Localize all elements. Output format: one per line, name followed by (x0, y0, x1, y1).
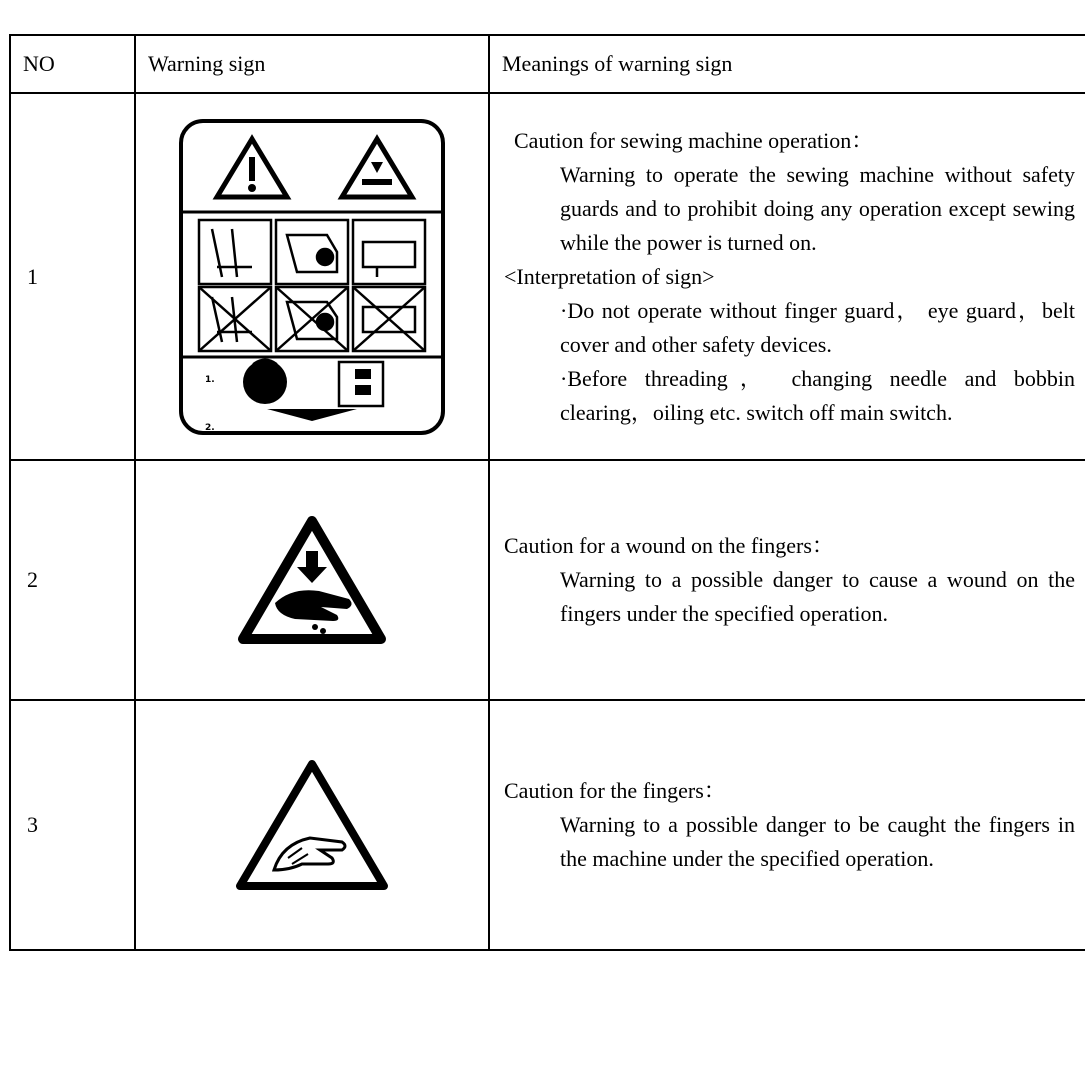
sewing-machine-safety-label-icon (177, 117, 447, 437)
warning-sign-cell (135, 93, 489, 460)
svg-text:2.: 2. (205, 422, 215, 433)
caution-caption: Caution for a wound on the fingers： (504, 533, 834, 558)
meaning-cell (489, 700, 1085, 950)
svg-text:1.: 1. (205, 374, 215, 385)
table-row (10, 93, 1085, 460)
interpretation-bullet: ·Do not operate without finger guard， eye guard，belt cover and other safety devices. (560, 297, 1075, 357)
header-no: NO (10, 35, 135, 93)
warning-sign-cell (135, 700, 489, 950)
warning-sign-table (9, 34, 1085, 951)
caution-text: Warning to a possible danger to cause a wound on the fingers under the specified operation. (560, 567, 1075, 626)
row-number: 2 (10, 460, 135, 700)
row-number: 3 (10, 700, 135, 950)
table-row (10, 700, 1085, 950)
caution-caption: Caution for sewing machine operation： (514, 127, 874, 153)
caution-text: Warning to operate the sewing machine without safety guards and to prohibit doing any operation except sewing while the power is turned on. (560, 161, 1075, 255)
hand-wound-warning-icon (237, 515, 387, 645)
caution-caption: Caution for the fingers： (504, 778, 726, 803)
meaning-cell (489, 460, 1085, 700)
warning-sign-cell (135, 460, 489, 700)
interpretation-bullet: ·Before threading， changing needle and bobbin clearing，oiling etc. switch off main switch. (560, 365, 1075, 425)
hand-caught-warning-icon (232, 758, 392, 893)
caution-text: Warning to a possible danger to be caught the fingers in the machine under the specified operation. (560, 812, 1075, 871)
meaning-cell (489, 93, 1085, 460)
table-header-row (10, 35, 1085, 93)
header-meaning: Meanings of warning sign (489, 35, 1085, 93)
header-warning-sign: Warning sign (135, 35, 489, 93)
row-number: 1 (10, 93, 135, 460)
interpretation-title: <Interpretation of sign> (504, 263, 715, 289)
table-row (10, 460, 1085, 700)
